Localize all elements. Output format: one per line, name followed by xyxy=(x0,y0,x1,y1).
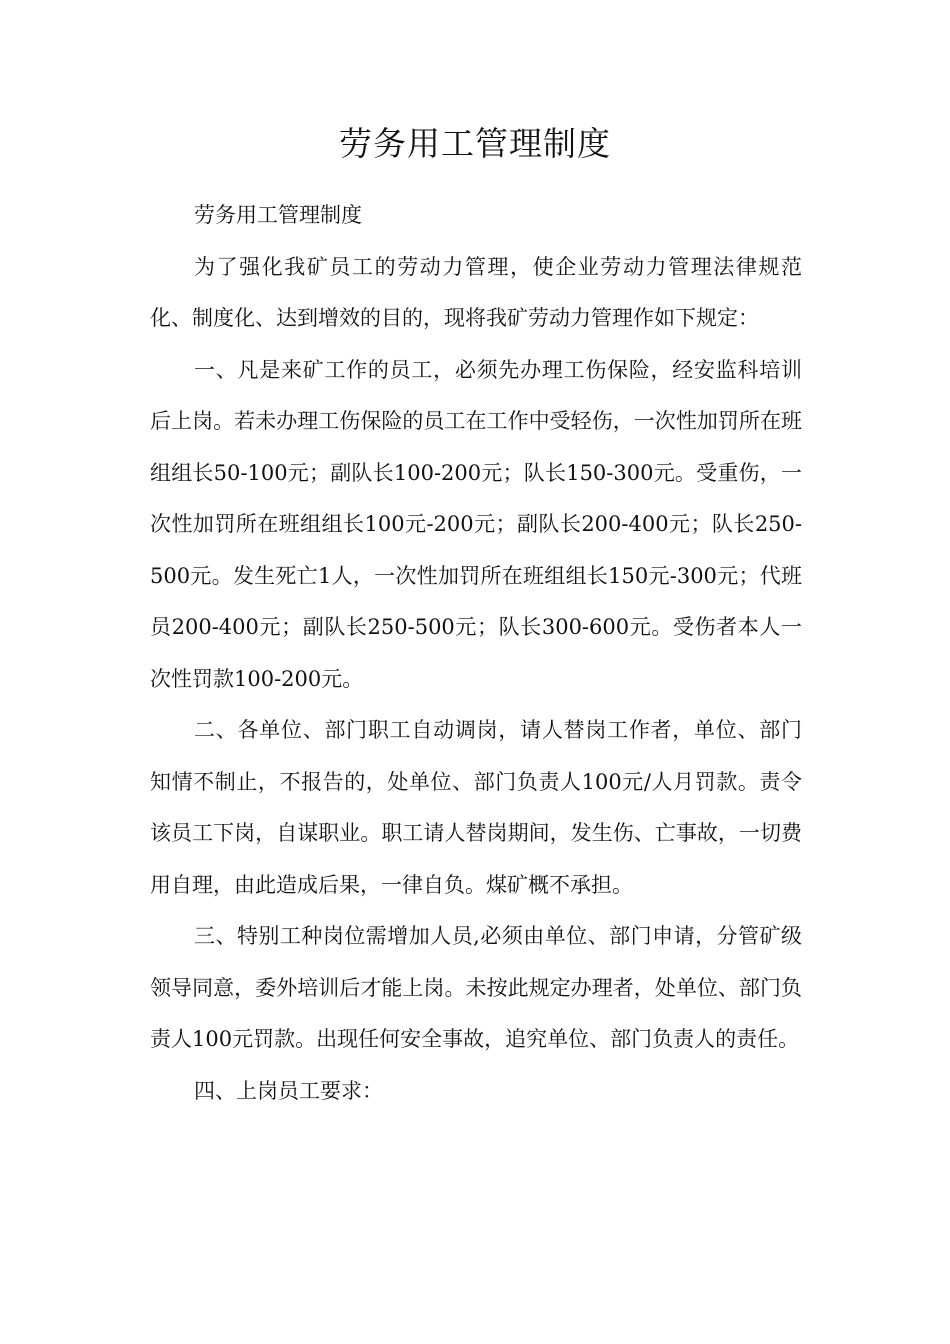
paragraph-rule-1: 一、凡是来矿工作的员工，必须先办理工伤保险，经安监科培训后上岗。若未办理工伤保险的员工在工作中受轻伤，一次性加罚所在班组组长50-100元；副队长100-200元；队长150-300元。受重伤，一次性加罚所在班组组长100元-200元；副队长200-400元；队长250-500元。发生死亡1人，一次性加罚所在班组组长150元-300元；代班员200-400元；副队长250-500元；队长300-600元。受伤者本人一次性罚款100-200元。 xyxy=(150,357,802,691)
paragraph-rule-3: 三、特别工种岗位需增加人员,必须由单位、部门申请，分管矿级领导同意，委外培训后才能上岗。未按此规定办理者，处单位、部门负责人100元罚款。出现任何安全事故，追究单位、部门负责人的责任。 xyxy=(150,924,802,1051)
paragraph-rule-2: 二、各单位、部门职工自动调岗，请人替岗工作者，单位、部门知情不制止，不报告的，处单位、部门负责人100元/人月罚款。责令该员工下岗，自谋职业。职工请人替岗期间，发生伤、亡事故，一切费用自理，由此造成后果，一律自负。煤矿概不承担。 xyxy=(150,718,802,897)
document-title: 劳务用工管理制度 xyxy=(339,124,611,163)
paragraph-intro: 为了强化我矿员工的劳动力管理，使企业劳动力管理法律规范化、制度化、达到增效的目的，现将我矿劳动力管理作如下规定： xyxy=(150,254,802,330)
document-body xyxy=(150,190,802,1117)
paragraph-subtitle: 劳务用工管理制度 xyxy=(194,203,362,227)
paragraph-rule-4: 四、上岗员工要求： xyxy=(194,1078,383,1103)
